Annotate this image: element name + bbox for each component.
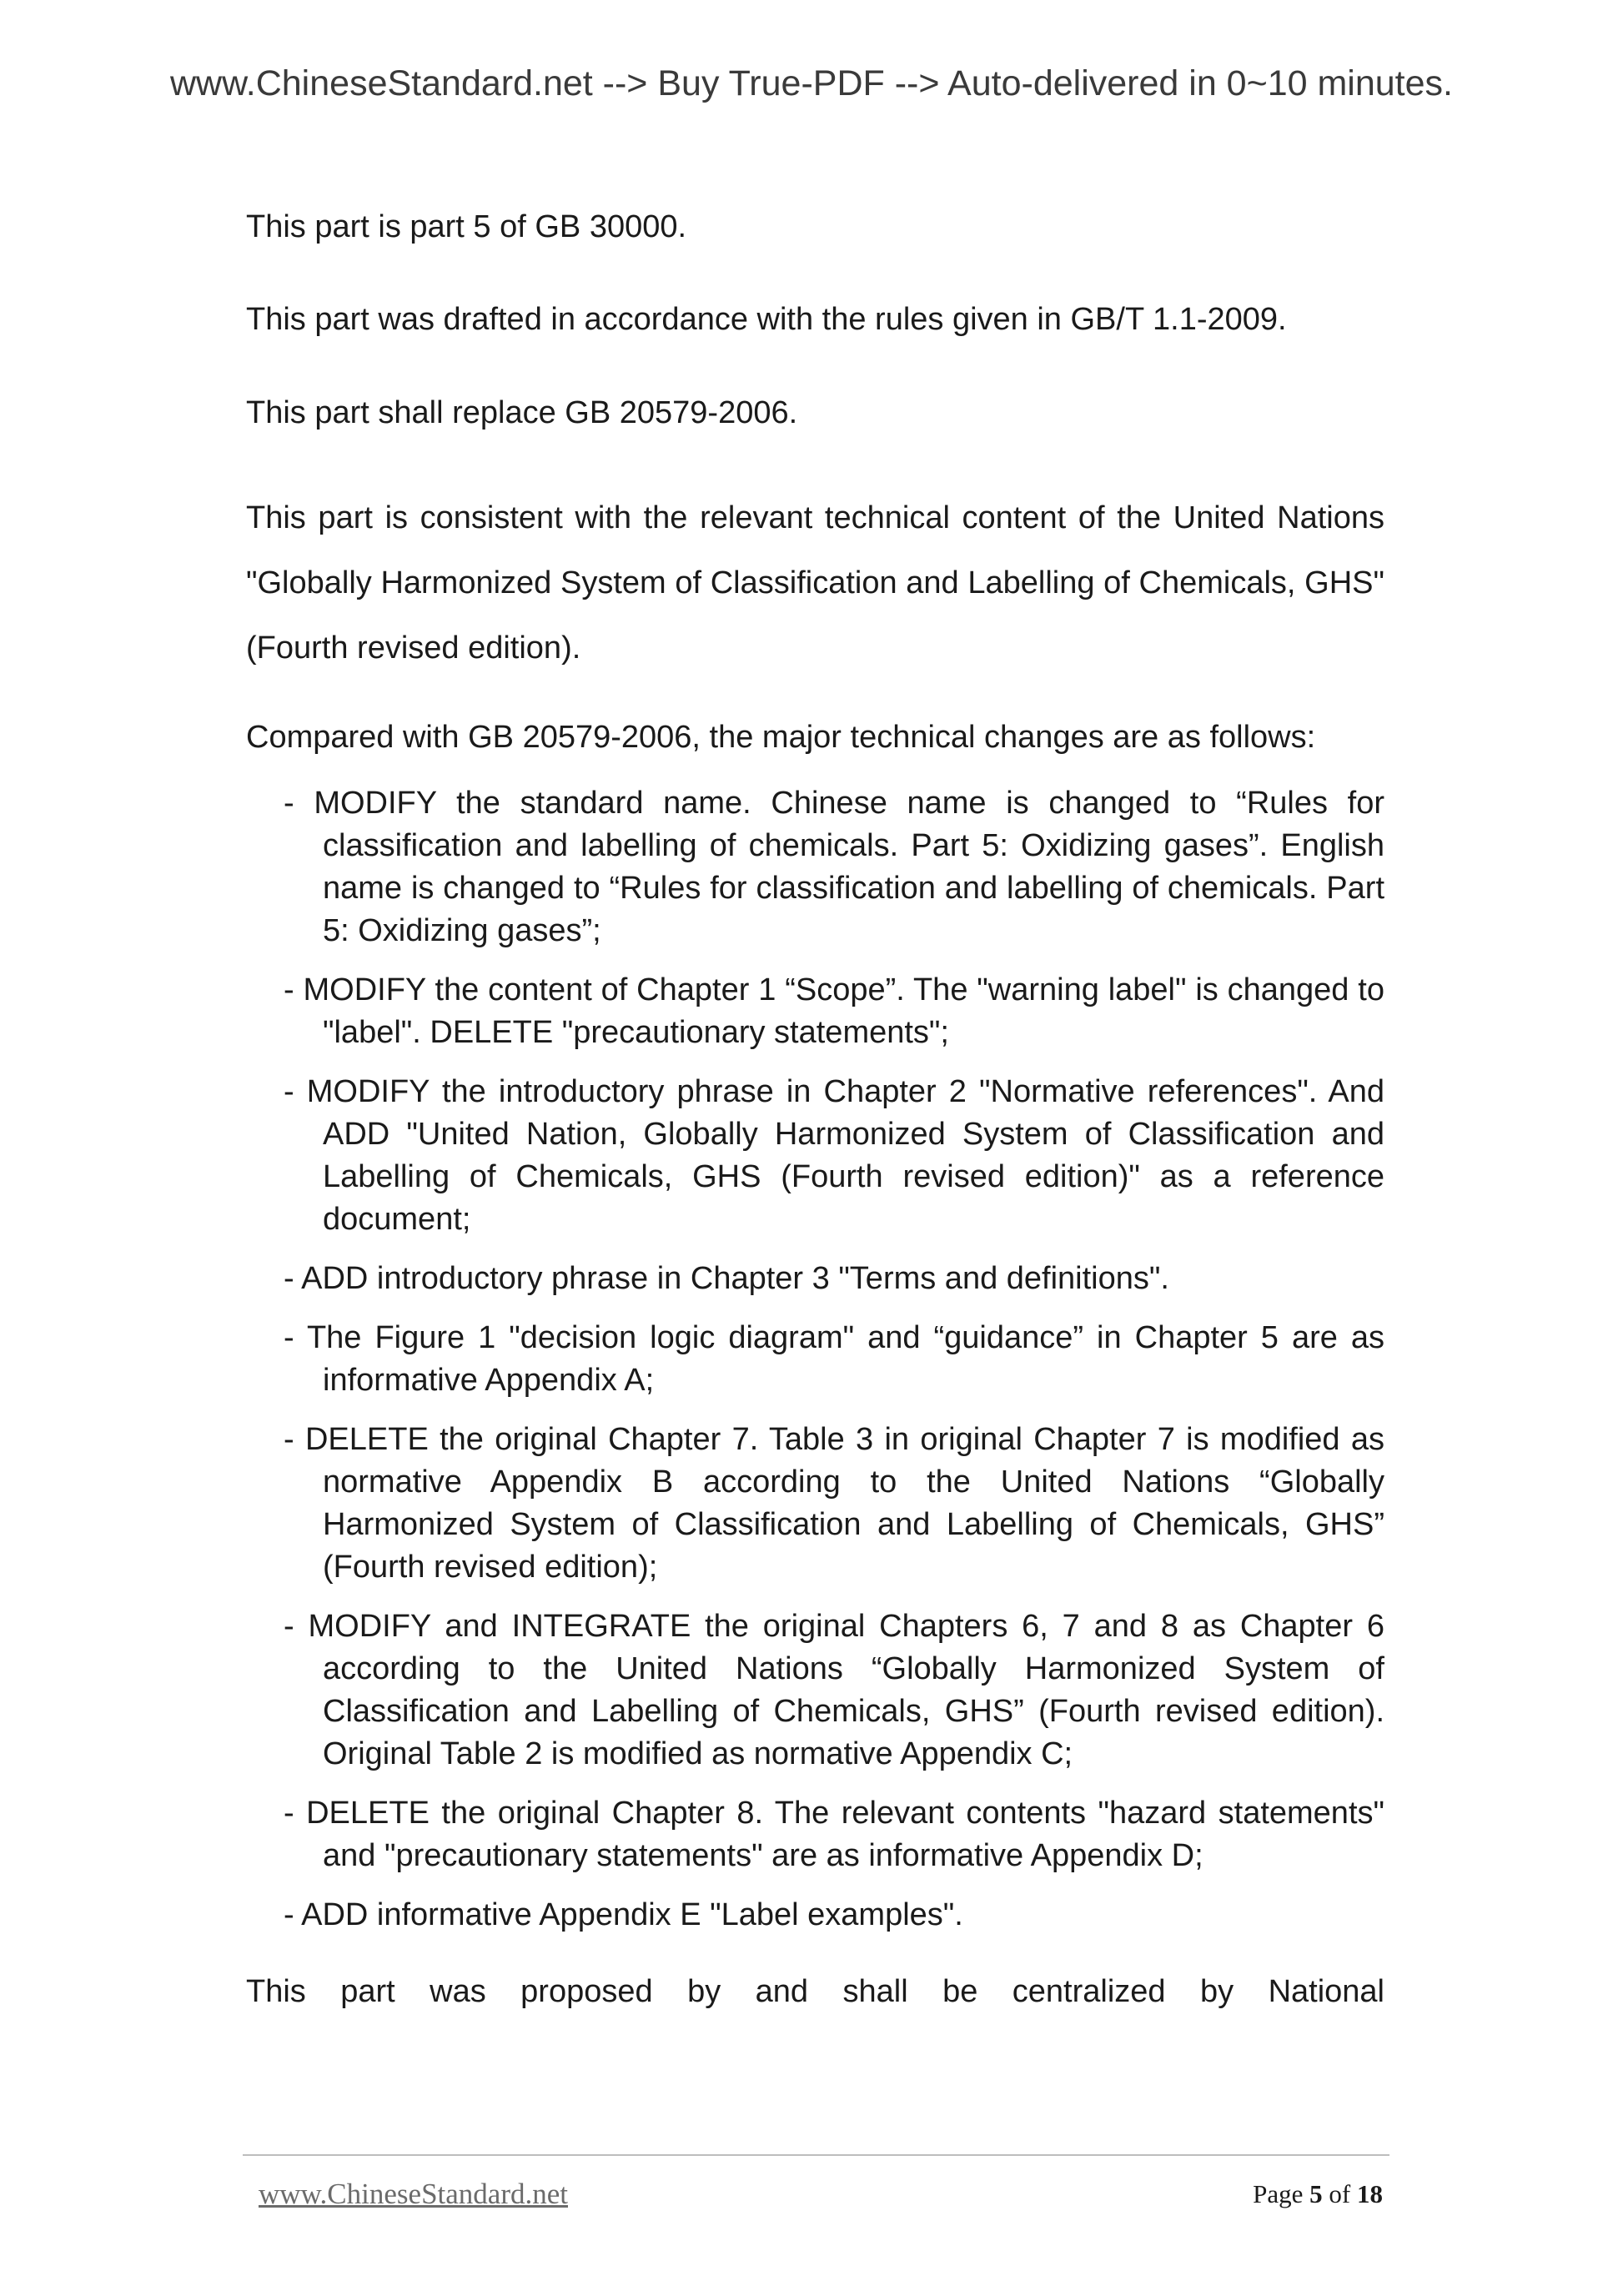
page-indicator [1253, 2179, 1383, 2209]
paragraph-drafting-rules: This part was drafted in accordance with the rules given in GB/T 1.1-2009. [246, 302, 1287, 338]
document-body [246, 207, 1384, 2012]
page-prefix: Page [1253, 2179, 1304, 2208]
list-item: - MODIFY the standard name. Chinese name is changed to “Rules for classification and labelling of chemicals. Part 5: Oxidizing gases”. English name is changed to “Rules for classification and labelling of chemicals. Part 5: Oxidizing gases”; [284, 785, 1384, 948]
list-item: - ADD informative Appendix E "Label examples". [284, 1897, 963, 1932]
list-item: - The Figure 1 "decision logic diagram" and “guidance” in Chapter 5 are as informative Appendix A; [284, 1319, 1384, 1398]
top-banner: www.ChineseStandard.net --> Buy True-PDF --> Auto-delivered in 0~10 minutes. [169, 63, 1453, 103]
page-current: 5 [1309, 2179, 1323, 2208]
changes-list [246, 782, 1384, 1937]
paragraph-changes-intro: Compared with GB 20579-2006, the major technical changes are as follows: [246, 720, 1316, 756]
footer-site-link[interactable]: www.ChineseStandard.net [259, 2178, 568, 2210]
list-item: - ADD introductory phrase in Chapter 3 "Terms and definitions". [284, 1260, 1169, 1296]
paragraph-replacement: This part shall replace GB 20579-2006. [246, 394, 798, 430]
paragraph-proposal: This part was proposed by and shall be centralized by National [246, 1973, 1384, 2009]
paragraph-consistency: This part is consistent with the relevant technical content of the United Nations "Globally Harmonized System of Classification and Labelling of Chemicals, GHS" (Fourth revised edition). [246, 500, 1384, 666]
list-item: - DELETE the original Chapter 8. The relevant contents "hazard statements" and "precautionary statements" are as informative Appendix D; [284, 1795, 1384, 1873]
list-item: - MODIFY the introductory phrase in Chapter 2 "Normative references". And ADD "United Nation, Globally Harmonized System of Classification and Labelling of Chemicals, GHS (Fourth revised edition)" as a reference document; [284, 1073, 1384, 1237]
page-of: of [1329, 2179, 1351, 2208]
footer-divider [243, 2154, 1389, 2156]
list-item: - MODIFY the content of Chapter 1 “Scope”. The "warning label" is changed to "label". DELETE "precautionary statements"; [284, 972, 1384, 1050]
paragraph-part-number: This part is part 5 of GB 30000. [246, 209, 687, 244]
page-total: 18 [1357, 2179, 1383, 2208]
list-item: - DELETE the original Chapter 7. Table 3 in original Chapter 7 is modified as normative Appendix B according to the United Nations “Globally Harmonized System of Classification and Labelling of Chemicals, GHS” (Fourth revised edition); [284, 1421, 1384, 1585]
list-item: - MODIFY and INTEGRATE the original Chapters 6, 7 and 8 as Chapter 6 according to the United Nations “Globally Harmonized System of Classification and Labelling of Chemicals, GHS” (Fourth revised edition). Original Table 2 is modified as normative Appendix C; [284, 1608, 1384, 1771]
